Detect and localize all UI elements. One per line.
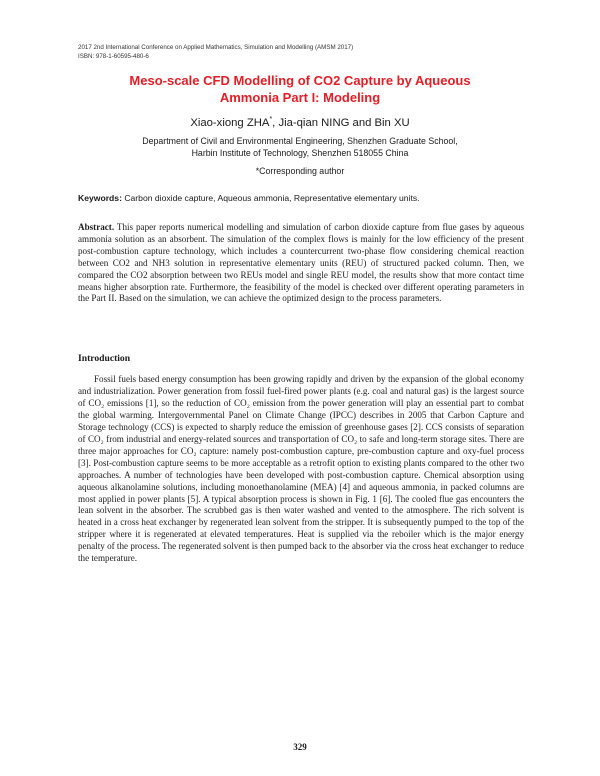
- title-line-2: Ammonia Part I: Modeling: [219, 89, 381, 105]
- abstract-label: Abstract.: [78, 222, 115, 232]
- author-1: Xiao-xiong ZHA: [190, 116, 270, 129]
- isbn: ISBN: 978-1-60595-480-6: [78, 52, 149, 60]
- affiliation-line-2: Harbin Institute of Technology, Shenzhen 518055 China: [191, 148, 409, 158]
- title-line-1: Meso-scale CFD Modelling of CO2 Capture by Aqueous: [129, 73, 471, 88]
- affiliation: [60, 135, 540, 159]
- keywords-text: Carbon dioxide capture, Aqueous ammonia, Representative elementary units.: [121, 193, 420, 203]
- abstract: [78, 222, 524, 305]
- author-list: [60, 113, 540, 130]
- keywords: [78, 192, 528, 204]
- abstract-text: This paper reports numerical modelling and simulation of carbon dioxide capture from flue gases by aqueous ammonia solution as an absorbent. The simulation of the complex flows is mainly for the low efficiency of the present post-combustion capture technology, which includes a countercurrent two-phase flow considering chemical reaction between CO2 and NH3 solution in representative elementary units (REU) of structured packed column. Then, we compared the CO2 absorption between two REUs model and single REU model, the results show that more contact time means higher absorption rate. Furthermore, the feasibility of the model is checked over different operating parameters in the Part II. Based on the simulation, we can achieve the optimized design to the process parameters.: [78, 222, 524, 304]
- conference-name: 2017 2nd International Conference on Applied Mathematics, Simulation and Modelling (AMSM 2017): [78, 44, 354, 51]
- paper-title: [60, 73, 540, 106]
- affiliation-line-1: Department of Civil and Environmental Engineering, Shenzhen Graduate School,: [142, 136, 458, 146]
- keywords-label: Keywords:: [78, 193, 122, 203]
- other-authors: , Jia-qian NING and Bin XU: [272, 116, 410, 129]
- corresponding-mark: *: [269, 116, 273, 123]
- page-number: 329: [293, 742, 307, 752]
- conference-header: [78, 44, 353, 61]
- corresponding-author-note: *Corresponding author: [255, 166, 345, 176]
- section-heading-introduction: Introduction: [78, 353, 131, 364]
- introduction-paragraph: Fossil fuels based energy consumption has been growing rapidly and driven by the expansion of the global economy and industrialization. Power generation from fossil fuel-fired power plants (e.g. coal and natural gas) is the largest source of CO₂ emissions [1], so the reduction of CO₂ emission from the power generation will play an essential part to combat the global warming. Intergovernmental Panel on Climate Change (IPCC) describes in 2005 that Carbon Capture and Storage technology (CCS) is expected to sharply reduce the emission of greenhouse gases [2]. CCS consists of separation of CO₂ from industrial and energy-related sources and transportation of CO₂ to safe and long-term storage sites. There are three major approaches for CO₂ capture: namely post-combustion capture, pre-combustion capture and oxy-fuel process [3]. Post-combustion capture seems to be more acceptable as a retrofit option to existing plants compared to the other two approaches. A number of technologies have been developed with post-combustion capture. Chemical absorption using aqueous alkanolamine solutions, including monoethanolamine (MEA) [4] and aqueous ammonia, in packed columns are most applied in power plants [5]. A typical absorption process is shown in Fig. 1 [6]. The cooled flue gas encounters the lean solvent in the absorber. The scrubbed gas is then water washed and vented to the atmosphere. The rich solvent is heated in a cross heat exchanger by regenerated lean solvent from the stripper. It is subsequently pumped to the top of the stripper where it is regenerated at elevated temperatures. Heat is supplied via the reboiler which is the major energy penalty of the process. The regenerated solvent is then pumped back to the absorber via the cross heat exchanger to reduce the temperature.: [78, 374, 524, 564]
